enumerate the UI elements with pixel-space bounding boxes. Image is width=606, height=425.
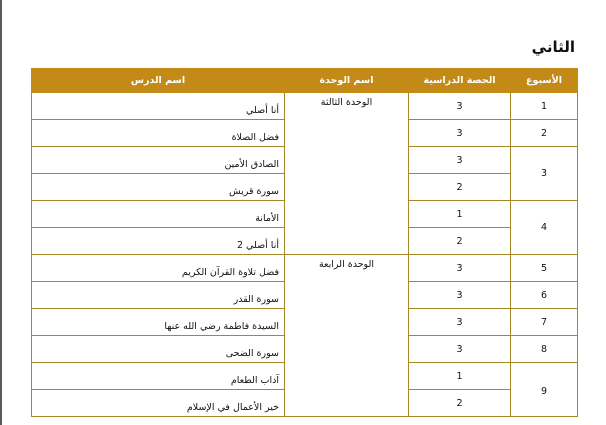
period-cell: 2 bbox=[409, 174, 511, 201]
period-cell: 3 bbox=[409, 309, 511, 336]
period-cell: 3 bbox=[409, 93, 511, 120]
week-cell: 5 bbox=[511, 255, 578, 282]
period-cell: 3 bbox=[409, 147, 511, 174]
lesson-cell: سورة الضحى bbox=[32, 336, 285, 363]
lesson-cell: فضل الصلاة bbox=[32, 120, 285, 147]
period-cell: 2 bbox=[409, 228, 511, 255]
week-cell: 9 bbox=[511, 363, 578, 417]
period-cell: 3 bbox=[409, 282, 511, 309]
table-row bbox=[32, 255, 578, 282]
table-row bbox=[32, 93, 578, 120]
column-header-lesson: اسم الدرس bbox=[32, 69, 285, 93]
week-cell: 3 bbox=[511, 147, 578, 201]
lesson-schedule-table bbox=[31, 68, 578, 417]
week-cell: 4 bbox=[511, 201, 578, 255]
column-header-week: الأسبوع bbox=[511, 69, 578, 93]
period-cell: 1 bbox=[409, 201, 511, 228]
lesson-cell: الصادق الأمين bbox=[32, 147, 285, 174]
lesson-cell: فضل تلاوة القرآن الكريم bbox=[32, 255, 285, 282]
lesson-cell: سورة قريش bbox=[32, 174, 285, 201]
lesson-cell: خير الأعمال في الإسلام bbox=[32, 390, 285, 417]
unit-cell: الوحدة الثالثة bbox=[285, 93, 409, 255]
period-cell: 3 bbox=[409, 336, 511, 363]
period-cell: 2 bbox=[409, 390, 511, 417]
lesson-cell: السيدة فاطمة رضي الله عنها bbox=[32, 309, 285, 336]
period-cell: 3 bbox=[409, 255, 511, 282]
lesson-cell: سورة القدر bbox=[32, 282, 285, 309]
week-cell: 7 bbox=[511, 309, 578, 336]
page-left-edge bbox=[0, 0, 2, 425]
table-header-row bbox=[32, 69, 578, 93]
week-cell: 8 bbox=[511, 336, 578, 363]
week-cell: 2 bbox=[511, 120, 578, 147]
lesson-cell: الأمانة bbox=[32, 201, 285, 228]
lesson-cell: أنا أصلي bbox=[32, 93, 285, 120]
unit-cell: الوحدة الرابعة bbox=[285, 255, 409, 417]
period-cell: 3 bbox=[409, 120, 511, 147]
page-title: الثاني bbox=[531, 38, 575, 56]
lesson-cell: آداب الطعام bbox=[32, 363, 285, 390]
column-header-period: الحصة الدراسية bbox=[409, 69, 511, 93]
period-cell: 1 bbox=[409, 363, 511, 390]
week-cell: 1 bbox=[511, 93, 578, 120]
column-header-unit: اسم الوحدة bbox=[285, 69, 409, 93]
lesson-cell: أنا أصلي 2 bbox=[32, 228, 285, 255]
week-cell: 6 bbox=[511, 282, 578, 309]
